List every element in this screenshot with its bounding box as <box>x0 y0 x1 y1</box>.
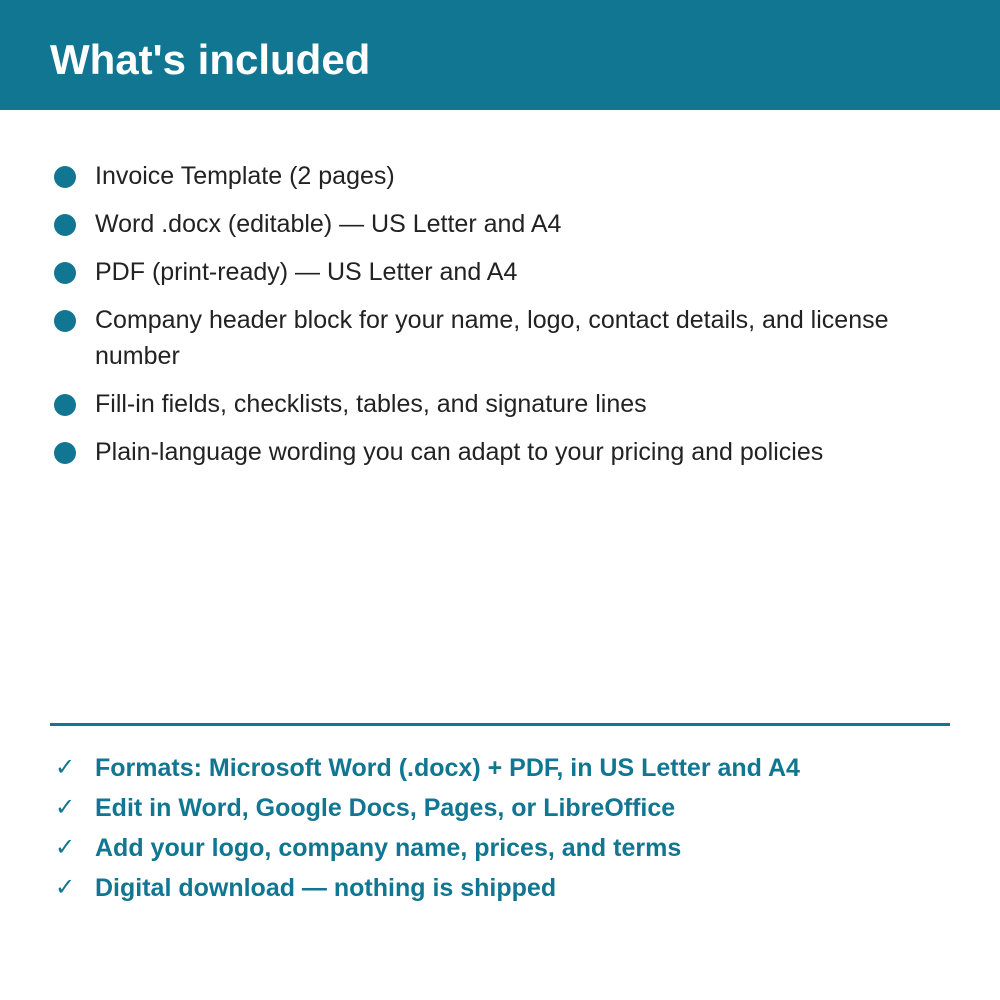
header-banner <box>0 0 1000 110</box>
list-item <box>0 302 1000 374</box>
highlight-item <box>0 790 1000 830</box>
list-item <box>0 158 1000 194</box>
list-item-text: Invoice Template (2 pages) <box>95 162 395 190</box>
list-item <box>0 434 1000 470</box>
checkmark-icon: ✓ <box>55 754 76 781</box>
highlight-text: Edit in Word, Google Docs, Pages, or LibreOffice <box>95 794 676 822</box>
highlight-item <box>0 830 1000 870</box>
bullet-dot-icon <box>54 214 76 236</box>
highlight-text: Digital download — nothing is shipped <box>95 874 557 902</box>
list-item-text: Fill-in fields, checklists, tables, and signature lines <box>95 390 647 418</box>
checkmark-icon: ✓ <box>55 794 76 821</box>
section-divider <box>50 723 950 726</box>
checkmark-icon: ✓ <box>55 874 76 901</box>
highlight-text: Formats: Microsoft Word (.docx) + PDF, in US Letter and A4 <box>95 754 800 782</box>
list-item-text: Word .docx (editable) — US Letter and A4 <box>95 210 562 238</box>
included-items-list <box>0 158 1000 482</box>
list-item <box>0 206 1000 242</box>
bullet-dot-icon <box>54 394 76 416</box>
bullet-dot-icon <box>54 262 76 284</box>
checkmark-icon: ✓ <box>55 834 76 861</box>
highlight-item <box>0 870 1000 910</box>
page-title: What's included <box>50 36 371 83</box>
bullet-dot-icon <box>54 310 76 332</box>
highlights-list <box>0 750 1000 910</box>
list-item-text: PDF (print-ready) — US Letter and A4 <box>95 258 518 286</box>
list-item-text: Company header block for your name, logo, contact details, and license number <box>95 306 889 370</box>
highlight-item <box>0 750 1000 790</box>
bullet-dot-icon <box>54 442 76 464</box>
bullet-dot-icon <box>54 166 76 188</box>
highlight-text: Add your logo, company name, prices, and terms <box>95 834 682 862</box>
list-item-text: Plain-language wording you can adapt to your pricing and policies <box>95 438 824 466</box>
list-item <box>0 254 1000 290</box>
list-item <box>0 386 1000 422</box>
